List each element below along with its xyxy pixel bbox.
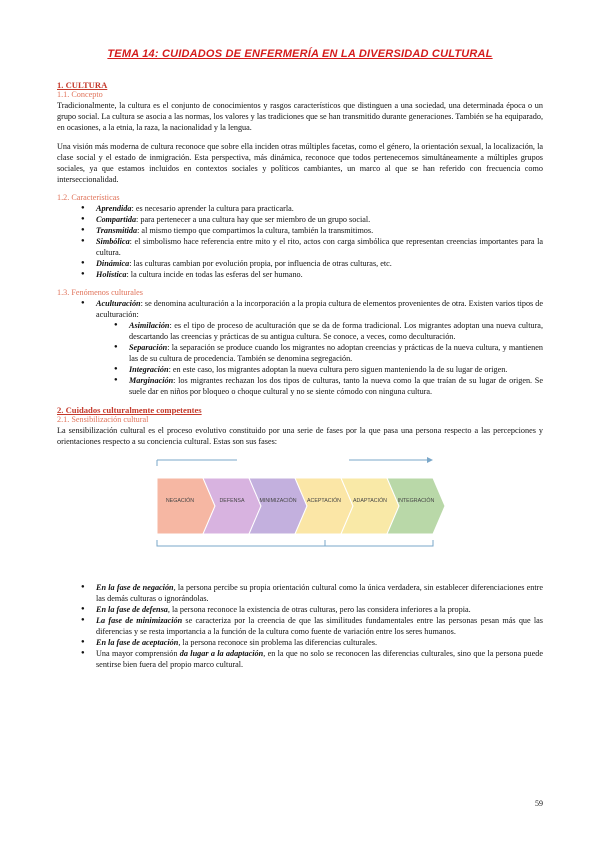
phenomena-list [57,298,543,397]
stage-label: INTEGRACIÓN [397,498,435,504]
list-item: ● Transmitida: al mismo tiempo que compartimos la cultura, también la transmitimos. [57,225,543,236]
list-item: ● En la fase de aceptación, la persona reconoce sin problema las diferencias culturales. [57,637,543,648]
list-item: ● Aculturación: se denomina aculturación a la incorporación a la propia cultura de elementos provenientes de otra. Existen varios tipos de aculturación: ● Asimilación: es el tipo de proceso de aculturación que se da de forma tradicional. Los migrantes adoptan una nueva cultura, descartando las creencias y prácticas de su antigua cultura. Se conoce, a veces, como deculturación. ● Separación: la separación se produce cuando los migrantes no adoptan creencias y prácticas de la nueva cultura, y mantienen las de su cultura de procedencia. También se denomina segregación. ● Integración: en este caso, los migrantes adoptan la nueva cultura pero siguen manteniendo la de su lugar de origen. ● Marginación: los migrantes rechazan los dos tipos de culturas, tanto la nueva como la que traían de su lugar de origen. Se suele dar en niños por bloqueo o choque cultural y no se siente cómodo con ninguna cultura. [57,298,543,397]
phases-list [57,582,543,670]
stage-label: DEFENSA [219,498,245,504]
stage-label: ADAPTACIÓN [352,498,388,504]
document-page [57,48,543,670]
stage-label: MINIMIZACIÓN [259,498,297,504]
list-item: ● Aprendida: es necesario aprender la cultura para practicarla. [57,203,543,214]
list-item: ● Simbólica: el simbolismo hace referencia entre mito y el rito, actos con carga simbólica que representan creencias importantes para la cultura. [57,236,543,258]
list-item: ● Una mayor comprensión da lugar a la adaptación, en la que no solo se reconocen las diferencias culturales, sino que la persona puede sentirse bien fuera del propio marco cultural. [57,648,543,670]
section-1-2-heading: 1.2. Características [57,193,120,202]
list-item: ● En la fase de defensa, la persona reconoce la existencia de otras culturas, pero las considera inferiores a la propia. [57,604,543,615]
stages-group [157,478,445,534]
etnorelative-bracket [325,540,433,546]
sensitization-paragraph: La sensibilización cultural es el proceso evolutivo constituido por una serie de fases por la que pasa una persona respecto a las percepciones y orientaciones respecto a su conciencia cultural. Estas son sus fases: [57,426,543,446]
list-item: ● Asimilación: es el tipo de proceso de aculturación que se da de forma tradicional. Los migrantes adoptan una nueva cultura, descartando las creencias y prácticas de su antigua cultura. Se conoce, a veces, como deculturación. [57,320,543,342]
etnocentric-bracket [157,540,325,546]
list-item: ● Marginación: los migrantes rechazan los dos tipos de culturas, tanto la nueva como la que traían de su lugar de origen. Se suele dar en niños por bloqueo o choque cultural y no se siente cómodo con ninguna cultura. [57,375,543,397]
section-2-heading: 2. Cuidados culturalmente competentes [57,405,202,415]
list-item: ● Separación: la separación se produce cuando los migrantes no adoptan creencias y prácticas de la nueva cultura, y mantienen las de su cultura de procedencia. También se denomina segregación. [57,342,543,364]
section-2-1-heading: 2.1. Sensibilización cultural [57,415,149,424]
concept-paragraph-2: Una visión más moderna de cultura reconoce que sobre ella inciden otras múltiples facetas, como el género, la orientación sexual, la localización, la clase social y el estado de inmigración. Esta perspectiva, más dinámica, reconoce que todos pertenecemos simultáneamente a múltiples grupos sociales, ya que estamos incluidos en contextos sociales y políticos cambiantes, un marco al que se han referido con frecuencia como interseccionalidad. [57,142,543,184]
page-number: 59 [535,799,543,808]
list-item: ● Holística: la cultura incide en todas las esferas del ser humano. [57,269,543,280]
stage-label: ACEPTACIÓN [306,498,342,504]
concept-paragraph-1: Tradicionalmente, la cultura es el conjunto de conocimientos y rasgos característicos que distinguen a una sociedad, una determinada época o un grupo social. La cultura se asocia a las normas, los valores y las tradiciones que se han transmitido durante generaciones. También se ha equiparado, en ocasiones, a la etnia, la raza, la nacionalidad y la lengua. [57,101,543,132]
characteristics-list [57,203,543,280]
section-1-1-heading: 1.1. Concepto [57,90,103,99]
list-item: ● Dinámica: las culturas cambian por evolución propia, por influencia de otras culturas, etc. [57,258,543,269]
list-item: ● Integración: en este caso, los migrantes adoptan la nueva cultura pero siguen manteniendo la de su lugar de origen. [57,364,543,375]
acculturation-types-list [96,320,543,397]
diagram-svg [57,450,543,574]
list-item: ● Compartida: para pertenecer a una cultura hay que ser miembro de un grupo social. [57,214,543,225]
document-title: TEMA 14: CUIDADOS DE ENFERMERÍA EN LA DIVERSIDAD CULTURAL [107,48,493,60]
stage-label: NEGACIÓN [165,498,195,504]
section-1-heading: 1. CULTURA [57,80,108,90]
list-item: ● En la fase de negación, la persona percibe su propia orientación cultural como la única verdadera, sin establecer diferenciaciones entre las demás culturas o ignorándolas. [57,582,543,604]
section-1-3-heading: 1.3. Fenómenos culturales [57,288,143,297]
sensitization-phases-diagram [57,450,543,574]
list-item: ● La fase de minimización se caracteriza por la creencia de que las similitudes fundamentales entre las personas pesan más que las diferencias y se resta importancia a la función de la cultura como fuente de variación entre los seres humanos. [57,615,543,637]
